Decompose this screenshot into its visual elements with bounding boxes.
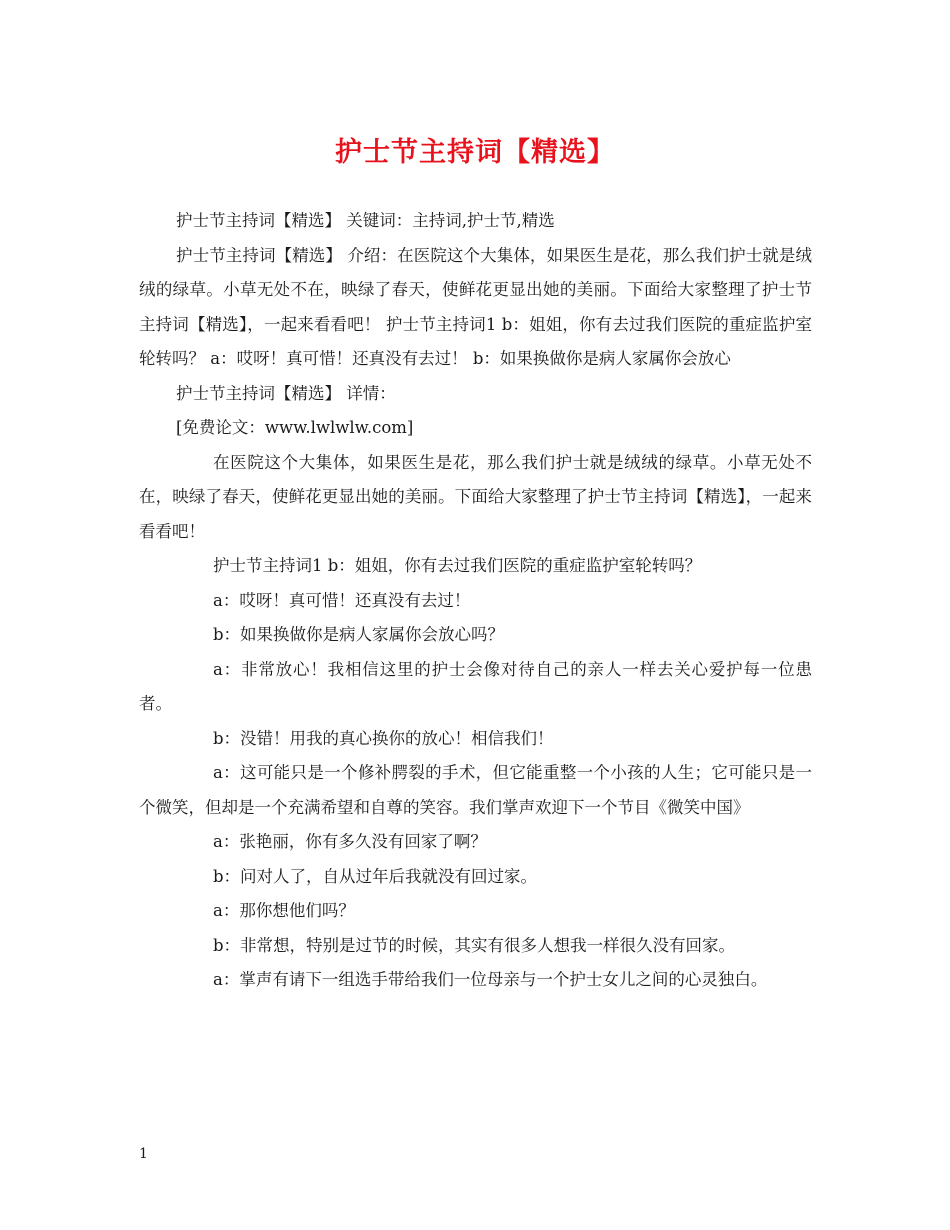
- paragraph-source-note: [免费论文：www.lwlwlw.com]: [176, 418, 414, 437]
- dialogue-line: 护士节主持词1 b：姐姐，你有去过我们医院的重症监护室轮转吗？: [213, 556, 702, 575]
- document-title: 护士节主持词【精选】: [335, 137, 615, 168]
- dialogue-line: a：掌声有请下一组选手带给我们一位母亲与一个护士女儿之间的心灵独白。: [213, 970, 768, 989]
- dialogue-line: a：张艳丽，你有多久没有回家了啊？: [213, 832, 487, 851]
- dialogue-line: a：这可能只是一个修补腭裂的手术，但它能重整一个小孩的人生；它可能只是一个微笑，但却是一个充满希望和自尊的笑容。我们掌声欢迎下一个节目《微笑中国》: [139, 763, 812, 817]
- dialogue-line: b：非常想，特别是过节的时候，其实有很多人想我一样很久没有回家。: [213, 935, 736, 955]
- paragraph-details-heading: 护士节主持词【精选】 详情：: [176, 383, 396, 403]
- dialogue-line: a：哎呀！真可惜！还真没有去过！: [213, 590, 471, 610]
- paragraph-keywords: 护士节主持词【精选】 关键词：主持词,护士节,精选: [176, 211, 555, 230]
- dialogue-line: a：非常放心！我相信这里的护士会像对待自己的亲人一样去关心爱护每一位患者。: [139, 659, 812, 713]
- page-number: 1: [139, 1146, 148, 1162]
- dialogue-line: b：如果换做你是病人家属你会放心吗？: [213, 625, 505, 644]
- dialogue-line: b：问对人了，自从过年后我就没有回过家。: [213, 866, 538, 886]
- document-body: [139, 204, 812, 998]
- paragraph-intro: 护士节主持词【精选】 介绍：在医院这个大集体，如果医生是花，那么我们护士就是绒绒的绿草。小草无处不在，映绿了春天，使鲜花更显出她的美丽。下面给大家整理了护士节主持词【精选】，一起来看看吧！ 护士节主持词1 b：姐姐，你有去过我们医院的重症监护室轮转吗？ a：哎呀！真可惜！还真没有去过！ b：如果换做你是病人家属你会放心: [139, 245, 812, 368]
- dialogue-line: a：那你想他们吗？: [213, 901, 355, 920]
- dialogue-line: b：没错！用我的真心换你的放心！相信我们！: [213, 728, 554, 748]
- paragraph-opening: 在医院这个大集体，如果医生是花，那么我们护士就是绒绒的绿草。小草无处不在，映绿了春天，使鲜花更显出她的美丽。下面给大家整理了护士节主持词【精选】，一起来看看吧！: [139, 452, 812, 541]
